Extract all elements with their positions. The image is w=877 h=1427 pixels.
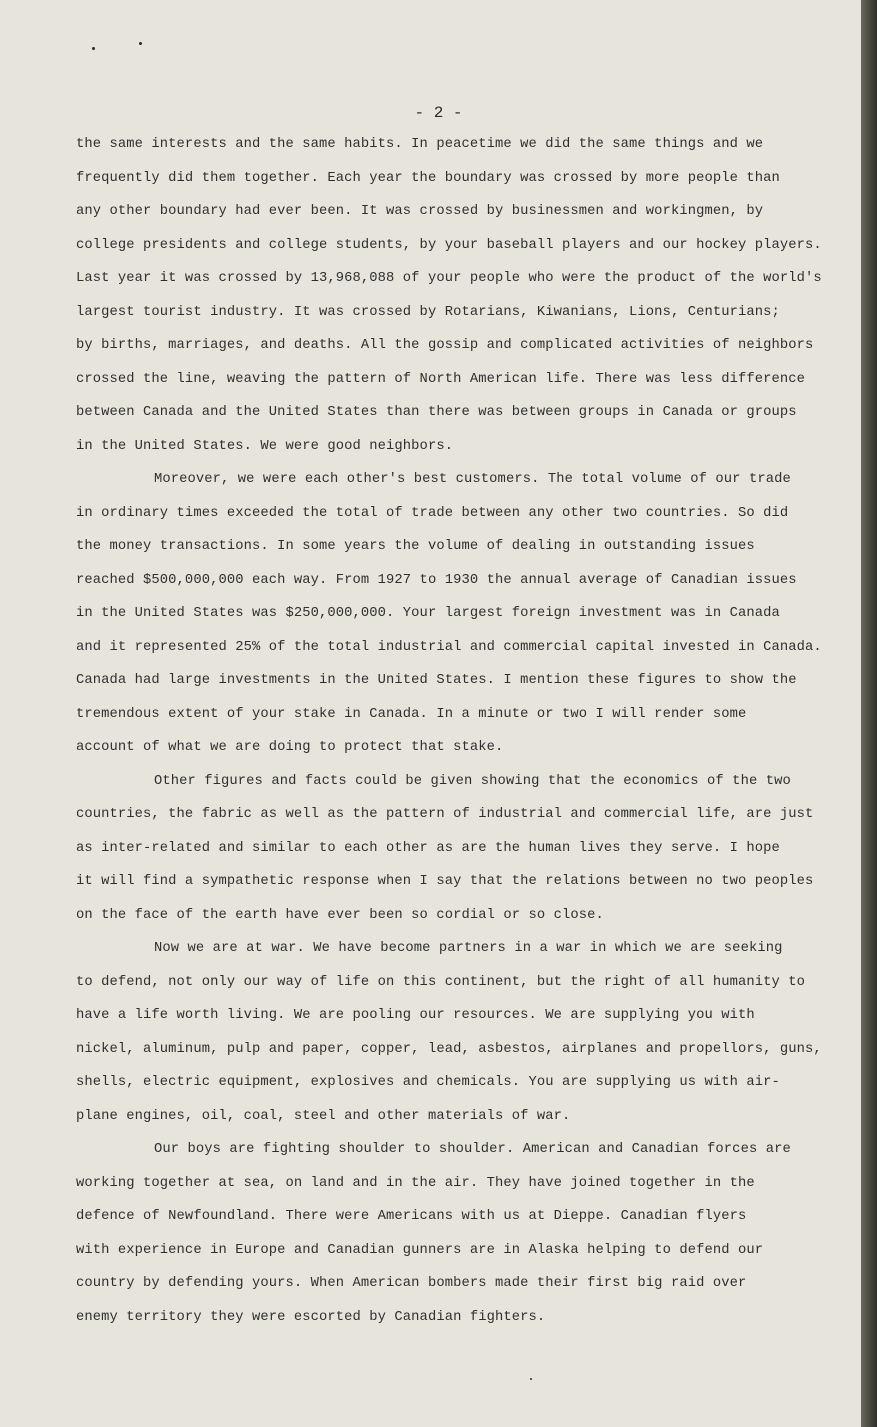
text-line: account of what we are doing to protect that stake. [76, 740, 504, 755]
ink-speck [92, 47, 95, 50]
text-line: Last year it was crossed by 13,968,088 of your people who were the product of the world's [76, 271, 822, 286]
text-line: by births, marriages, and deaths. All the gossip and complicated activities of neighbors [76, 338, 814, 353]
text-line: Canada had large investments in the United States. I mention these figures to show the [76, 673, 797, 688]
text-line: tremendous extent of your stake in Canada. In a minute or two I will render some [76, 706, 747, 722]
ink-speck [139, 42, 142, 45]
text-line: in the United States was $250,000,000. Your largest foreign investment was in Canada [76, 606, 780, 621]
text-line: Other figures and facts could be given showing that the economics of the two [154, 773, 791, 789]
text-line: crossed the line, weaving the pattern of North American life. There was less difference [76, 371, 806, 387]
background-edge [861, 0, 877, 1427]
text-line: working together at sea, on land and in the air. They have joined together in the [76, 1175, 755, 1191]
text-line: country by defending yours. When American bombers made their first big raid over [76, 1276, 747, 1291]
text-line: it will find a sympathetic response when I say that the relations between no two peoples [76, 874, 814, 889]
text-line: any other boundary had ever been. It was crossed by businessmen and workingmen, by [76, 204, 764, 219]
text-line: frequently did them together. Each year the boundary was crossed by more people than [76, 170, 780, 186]
text-line: plane engines, oil, coal, steel and other materials of war. [76, 1108, 571, 1124]
text-line: Now we are at war. We have become partners in a war in which we are seeking [154, 941, 783, 956]
text-line: with experience in Europe and Canadian gunners are in Alaska helping to defend our [76, 1242, 764, 1258]
ink-speck [530, 1378, 532, 1380]
text-line: nickel, aluminum, pulp and paper, copper, lead, asbestos, airplanes and propellors, guns, [76, 1041, 822, 1057]
text-line: to defend, not only our way of life on this continent, but the right of all humanity to [76, 974, 806, 990]
text-line: have a life worth living. We are pooling our resources. We are supplying you with [76, 1008, 755, 1023]
text-line: Moreover, we were each other's best customers. The total volume of our trade [154, 472, 791, 487]
text-line: between Canada and the United States than there was between groups in Canada or groups [76, 405, 797, 420]
text-line: and it represented 25% of the total industrial and commercial capital invested in Canada. [76, 639, 822, 655]
text-line: countries, the fabric as well as the pattern of industrial and commercial life, are just [76, 807, 814, 822]
page-number: - 2 - [414, 104, 463, 122]
text-line: college presidents and college students, by your baseball players and our hockey players. [76, 237, 822, 253]
text-line: largest tourist industry. It was crossed by Rotarians, Kiwanians, Lions, Centurians; [76, 304, 780, 320]
text-line: shells, electric equipment, explosives and chemicals. You are supplying us with air- [76, 1075, 780, 1090]
text-line: reached $500,000,000 each way. From 1927 to 1930 the annual average of Canadian issues [76, 572, 797, 588]
letter-body [76, 128, 836, 1334]
text-line: in the United States. We were good neighbors. [76, 438, 454, 454]
text-line: as inter-related and similar to each other as are the human lives they serve. I hope [76, 840, 780, 856]
text-line: the money transactions. In some years the volume of dealing in outstanding issues [76, 539, 755, 554]
text-line: the same interests and the same habits. In peacetime we did the same things and we [76, 137, 764, 152]
text-line: defence of Newfoundland. There were Americans with us at Dieppe. Canadian flyers [76, 1209, 747, 1224]
text-line: in ordinary times exceeded the total of trade between any other two countries. So did [76, 505, 789, 521]
text-line: on the face of the earth have ever been so cordial or so close. [76, 907, 604, 923]
text-line: enemy territory they were escorted by Canadian fighters. [76, 1309, 546, 1325]
text-line: Our boys are fighting shoulder to shoulder. American and Canadian forces are [154, 1142, 791, 1157]
